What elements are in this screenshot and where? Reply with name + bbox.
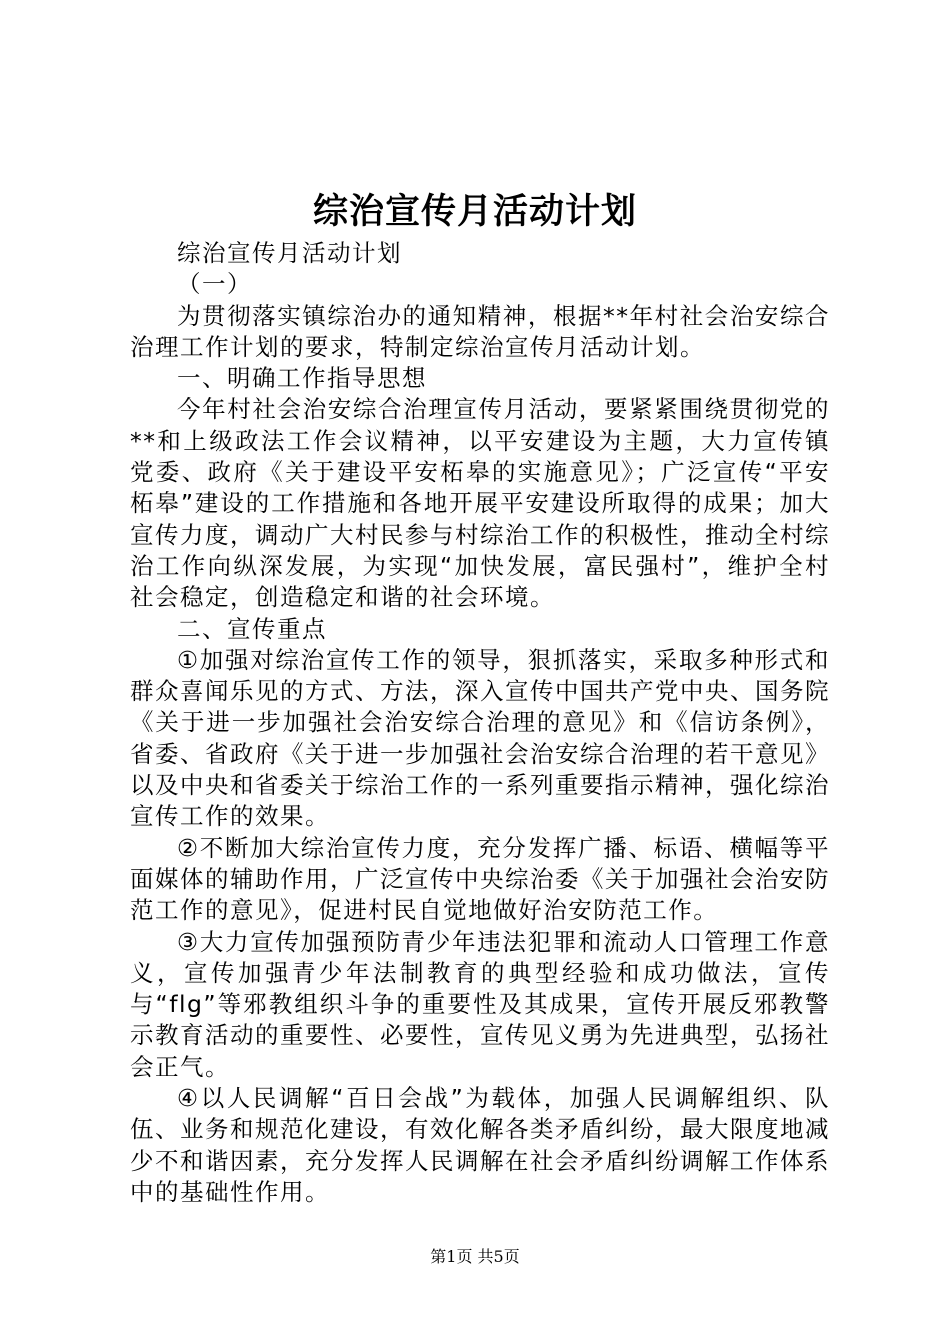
document-body <box>130 238 830 1208</box>
body-paragraph: （一） <box>177 270 252 299</box>
section-heading: 一、明确工作指导思想 <box>177 364 427 393</box>
page-footer: 第1页 共5页 <box>430 1247 520 1266</box>
body-paragraph: 今年村社会治安综合治理宣传月活动，要紧紧围绕贯彻党的**和上级政法工作会议精神，以平安建设为主题，大力宣传镇党委、政府《关于建设平安柘皋的实施意见》；广泛宣传“平安柘皋”建设的工作措施和各地开展平安建设所取得的成果；加大宣传力度，调动广大村民参与村综治工作的积极性，推动全村综治工作向纵深发展，为实现“加快发展，富民强村”，维护全村社会稳定，创造稳定和谐的社会环境。 <box>130 395 830 612</box>
body-paragraph: ③大力宣传加强预防青少年违法犯罪和流动人口管理工作意义，宣传加强青少年法制教育的典型经验和成功做法，宣传与“flg”等邪教组织斗争的重要性及其成果，宣传开展反邪教警示教育活动的重要性、必要性，宣传见义勇为先进典型，弘扬社会正气。 <box>130 927 830 1081</box>
document-title: 综治宣传月活动计划 <box>312 191 637 232</box>
body-paragraph: ②不断加大综治宣传力度，充分发挥广播、标语、横幅等平面媒体的辅助作用，广泛宣传中央综治委《关于加强社会治安防范工作的意见》，促进村民自觉地做好治安防范工作。 <box>130 833 830 925</box>
body-paragraph: 综治宣传月活动计划 <box>177 239 402 267</box>
body-paragraph: ④以人民调解“百日会战”为载体，加强人民调解组织、队伍、业务和规范化建设，有效化解各类矛盾纠纷，最大限度地减少不和谐因素，充分发挥人民调解在社会矛盾纠纷调解工作体系中的基础性作用。 <box>130 1084 830 1206</box>
body-paragraph: 为贯彻落实镇综治办的通知精神，根据**年村社会治安综合治理工作计划的要求，特制定综治宣传月活动计划。 <box>130 301 830 361</box>
body-paragraph: ①加强对综治宣传工作的领导，狠抓落实，采取多种形式和群众喜闻乐见的方式、方法，深入宣传中国共产党中央、国务院《关于进一步加强社会治安综合治理的意见》和《信访条例》，省委、省政府《关于进一步加强社会治安综合治理的若干意见》以及中央和省委关于综治工作的一系列重要指示精神，强化综治宣传工作的效果。 <box>130 645 830 831</box>
section-heading: 二、宣传重点 <box>177 614 327 643</box>
